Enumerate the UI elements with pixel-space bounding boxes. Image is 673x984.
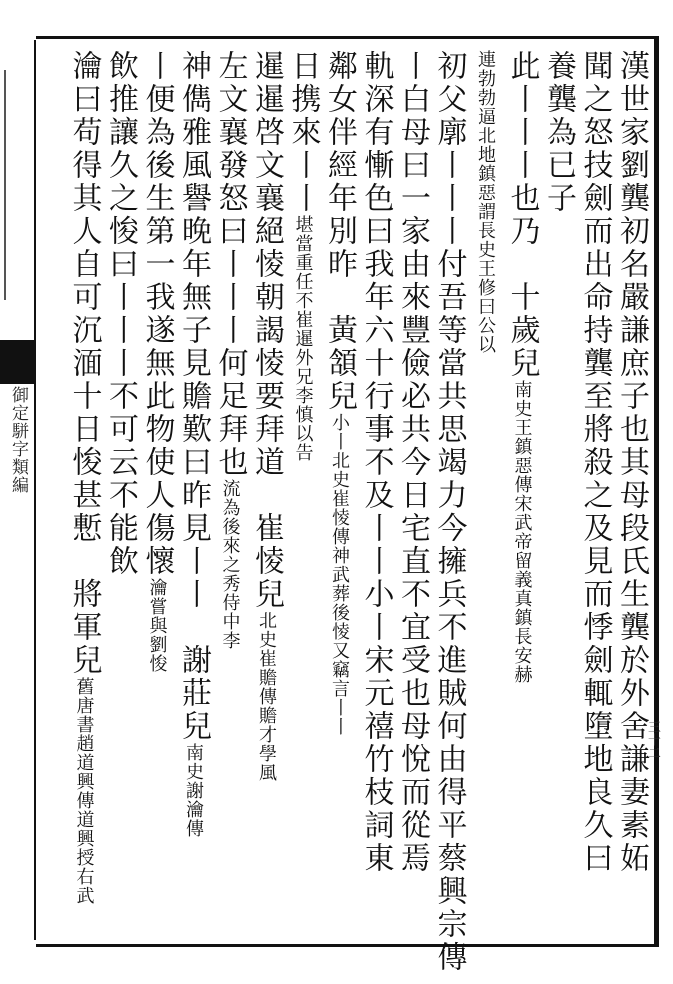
column-main-text: 飲推讓久之悛曰丨丨丨不可云不能飲 <box>103 50 138 578</box>
column-annotation-text: 南史王鎮惡傳宋武帝留義真鎮長安赫 <box>511 380 533 684</box>
column-main-text: 左文襄發怒曰丨丨丨何足拜也 <box>212 50 248 479</box>
text-column <box>576 50 614 930</box>
column-main-text: 瀹曰苟得其人自可沉湎十日悛甚慙 將軍兒 <box>66 50 102 677</box>
column-main-text: 漢世家劉龔初名嚴謙庶子也其母段氏生龔於外舍謙妻素妬 <box>614 50 649 875</box>
text-column <box>466 50 504 930</box>
text-column <box>284 50 322 930</box>
text-column <box>174 50 212 930</box>
column-main-text: 神儁雅風譽晚年無子見贍歎曰昨見丨丨 謝莊兒 <box>176 50 211 743</box>
column-annotation-text: 小丨北史崔㥄傳神武葬後㥄又竊言丨丨 <box>329 413 350 736</box>
column-annotation-text: 北史崔贍傳贍才學風 <box>256 611 277 782</box>
edge-title: 御定駢字類編 <box>8 386 28 494</box>
column-annotation-text: 瀹嘗與劉悛 <box>146 578 168 673</box>
column-annotation-text: 連勃勃逼北地鎮惡謂長史王修曰公以 <box>475 50 496 354</box>
text-column <box>320 50 358 930</box>
column-annotation-text: 舊唐書趙道興傳道興授右武 <box>73 677 95 905</box>
column-main-text: 軌深有慚色曰我年六十行事不及丨丨小丨宋元禧竹枝詞東 <box>358 50 394 875</box>
edge-black-block <box>0 340 34 384</box>
text-column <box>612 50 650 930</box>
text-column <box>101 50 139 930</box>
column-annotation-text: 南史謝瀹傳 <box>183 743 204 838</box>
text-column <box>247 50 285 930</box>
column-main-text: 養龔為已子 <box>541 50 576 215</box>
column-annotation-text: 流為後來之秀侍中李 <box>219 479 241 650</box>
column-main-text: 暹暹啓文襄絕㥄朝謁㥄要拜道 崔㥄兒 <box>249 50 284 611</box>
text-column <box>138 50 176 930</box>
previous-page-edge <box>0 40 36 940</box>
column-main-text: 日携來丨丨 <box>285 50 321 215</box>
column-main-text: 丨便為後生第一我遂無此物使人傷懷 <box>139 50 175 578</box>
text-column <box>503 50 541 930</box>
text-column <box>430 50 468 974</box>
edge-rule <box>4 70 28 300</box>
column-main-text: 鄰女伴經年別昨 黃頷兒 <box>322 50 357 413</box>
text-column <box>357 50 395 930</box>
folio-number: 三十二 <box>645 720 660 759</box>
column-main-text: 此丨丨丨也乃 十歲兒 <box>504 50 540 380</box>
text-column <box>65 50 103 930</box>
column-main-text: 丨白母曰一家由來豐儉必共今日宅直不宜受也母悅而從焉 <box>395 50 430 875</box>
text-column <box>211 50 249 930</box>
column-main-text: 初父廓丨丨丨付吾等當共思竭力今擁兵不進賊何由得平蔡興宗傳 <box>431 50 467 974</box>
text-column <box>393 50 431 930</box>
text-column <box>539 50 577 930</box>
column-annotation-text: 堪當重任不崔暹外兄李慎以告 <box>292 215 314 462</box>
column-main-text: 聞之怒技劍而出命持龔至將殺之及見而悸劍輒墮地良久曰 <box>577 50 613 875</box>
